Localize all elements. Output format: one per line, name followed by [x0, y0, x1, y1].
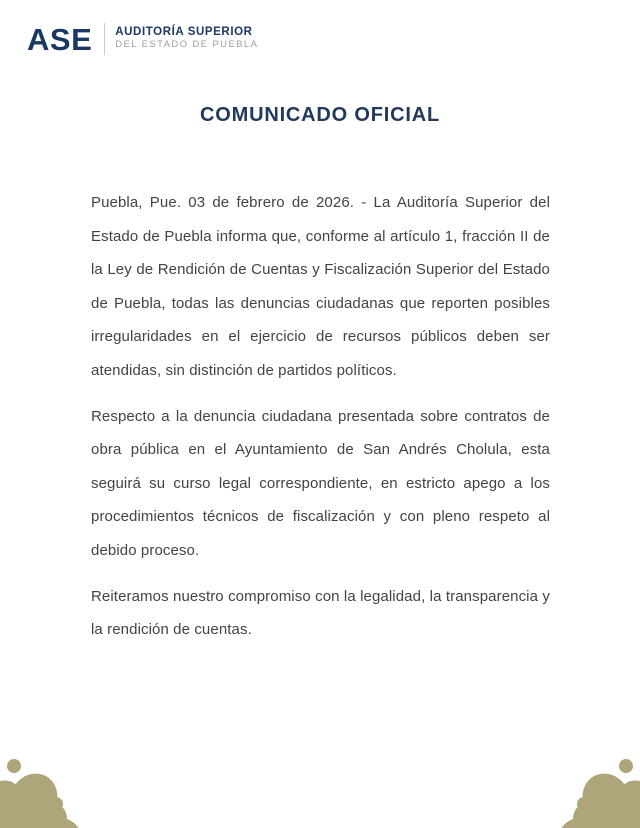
floral-splash-decoration-right [490, 678, 640, 828]
logo-divider [104, 23, 105, 55]
logo-name-line2: DEL ESTADO DE PUEBLA [115, 38, 259, 50]
page-title: COMUNICADO OFICIAL [200, 104, 440, 127]
paragraph-1: Puebla, Pue. 03 de febrero de 2026. - La Auditoría Superior del Estado de Puebla informa que, conforme al artículo 1, fracción II de la Ley de Rendición de Cuentas y Fiscalización Superior del Estado de Puebla, todas las denuncias ciudadanas que reporten posibles irregularidades en el ejercicio de recursos públicos deben ser atendidas, sin distinción de partidos políticos. [91, 194, 550, 379]
ase-logo-acronym: ASE [27, 22, 93, 57]
ase-logo [27, 22, 258, 55]
logo-name-block [115, 26, 258, 52]
paragraph-2: Respecto a la denuncia ciudadana presentada sobre contratos de obra pública en el Ayuntamiento de San Andrés Cholula, esta seguirá su curso legal correspondiente, en estricto apego a los procedimientos técnicos de fiscalización y con pleno respeto al debido proceso. [91, 407, 550, 559]
paragraph-3: Reiteramos nuestro compromiso con la legalidad, la transparencia y la rendición de cuentas. [91, 587, 550, 639]
floral-splash-decoration-left [0, 678, 150, 828]
logo-name-line1: AUDITORÍA SUPERIOR [115, 25, 253, 38]
communique-body [91, 186, 550, 659]
